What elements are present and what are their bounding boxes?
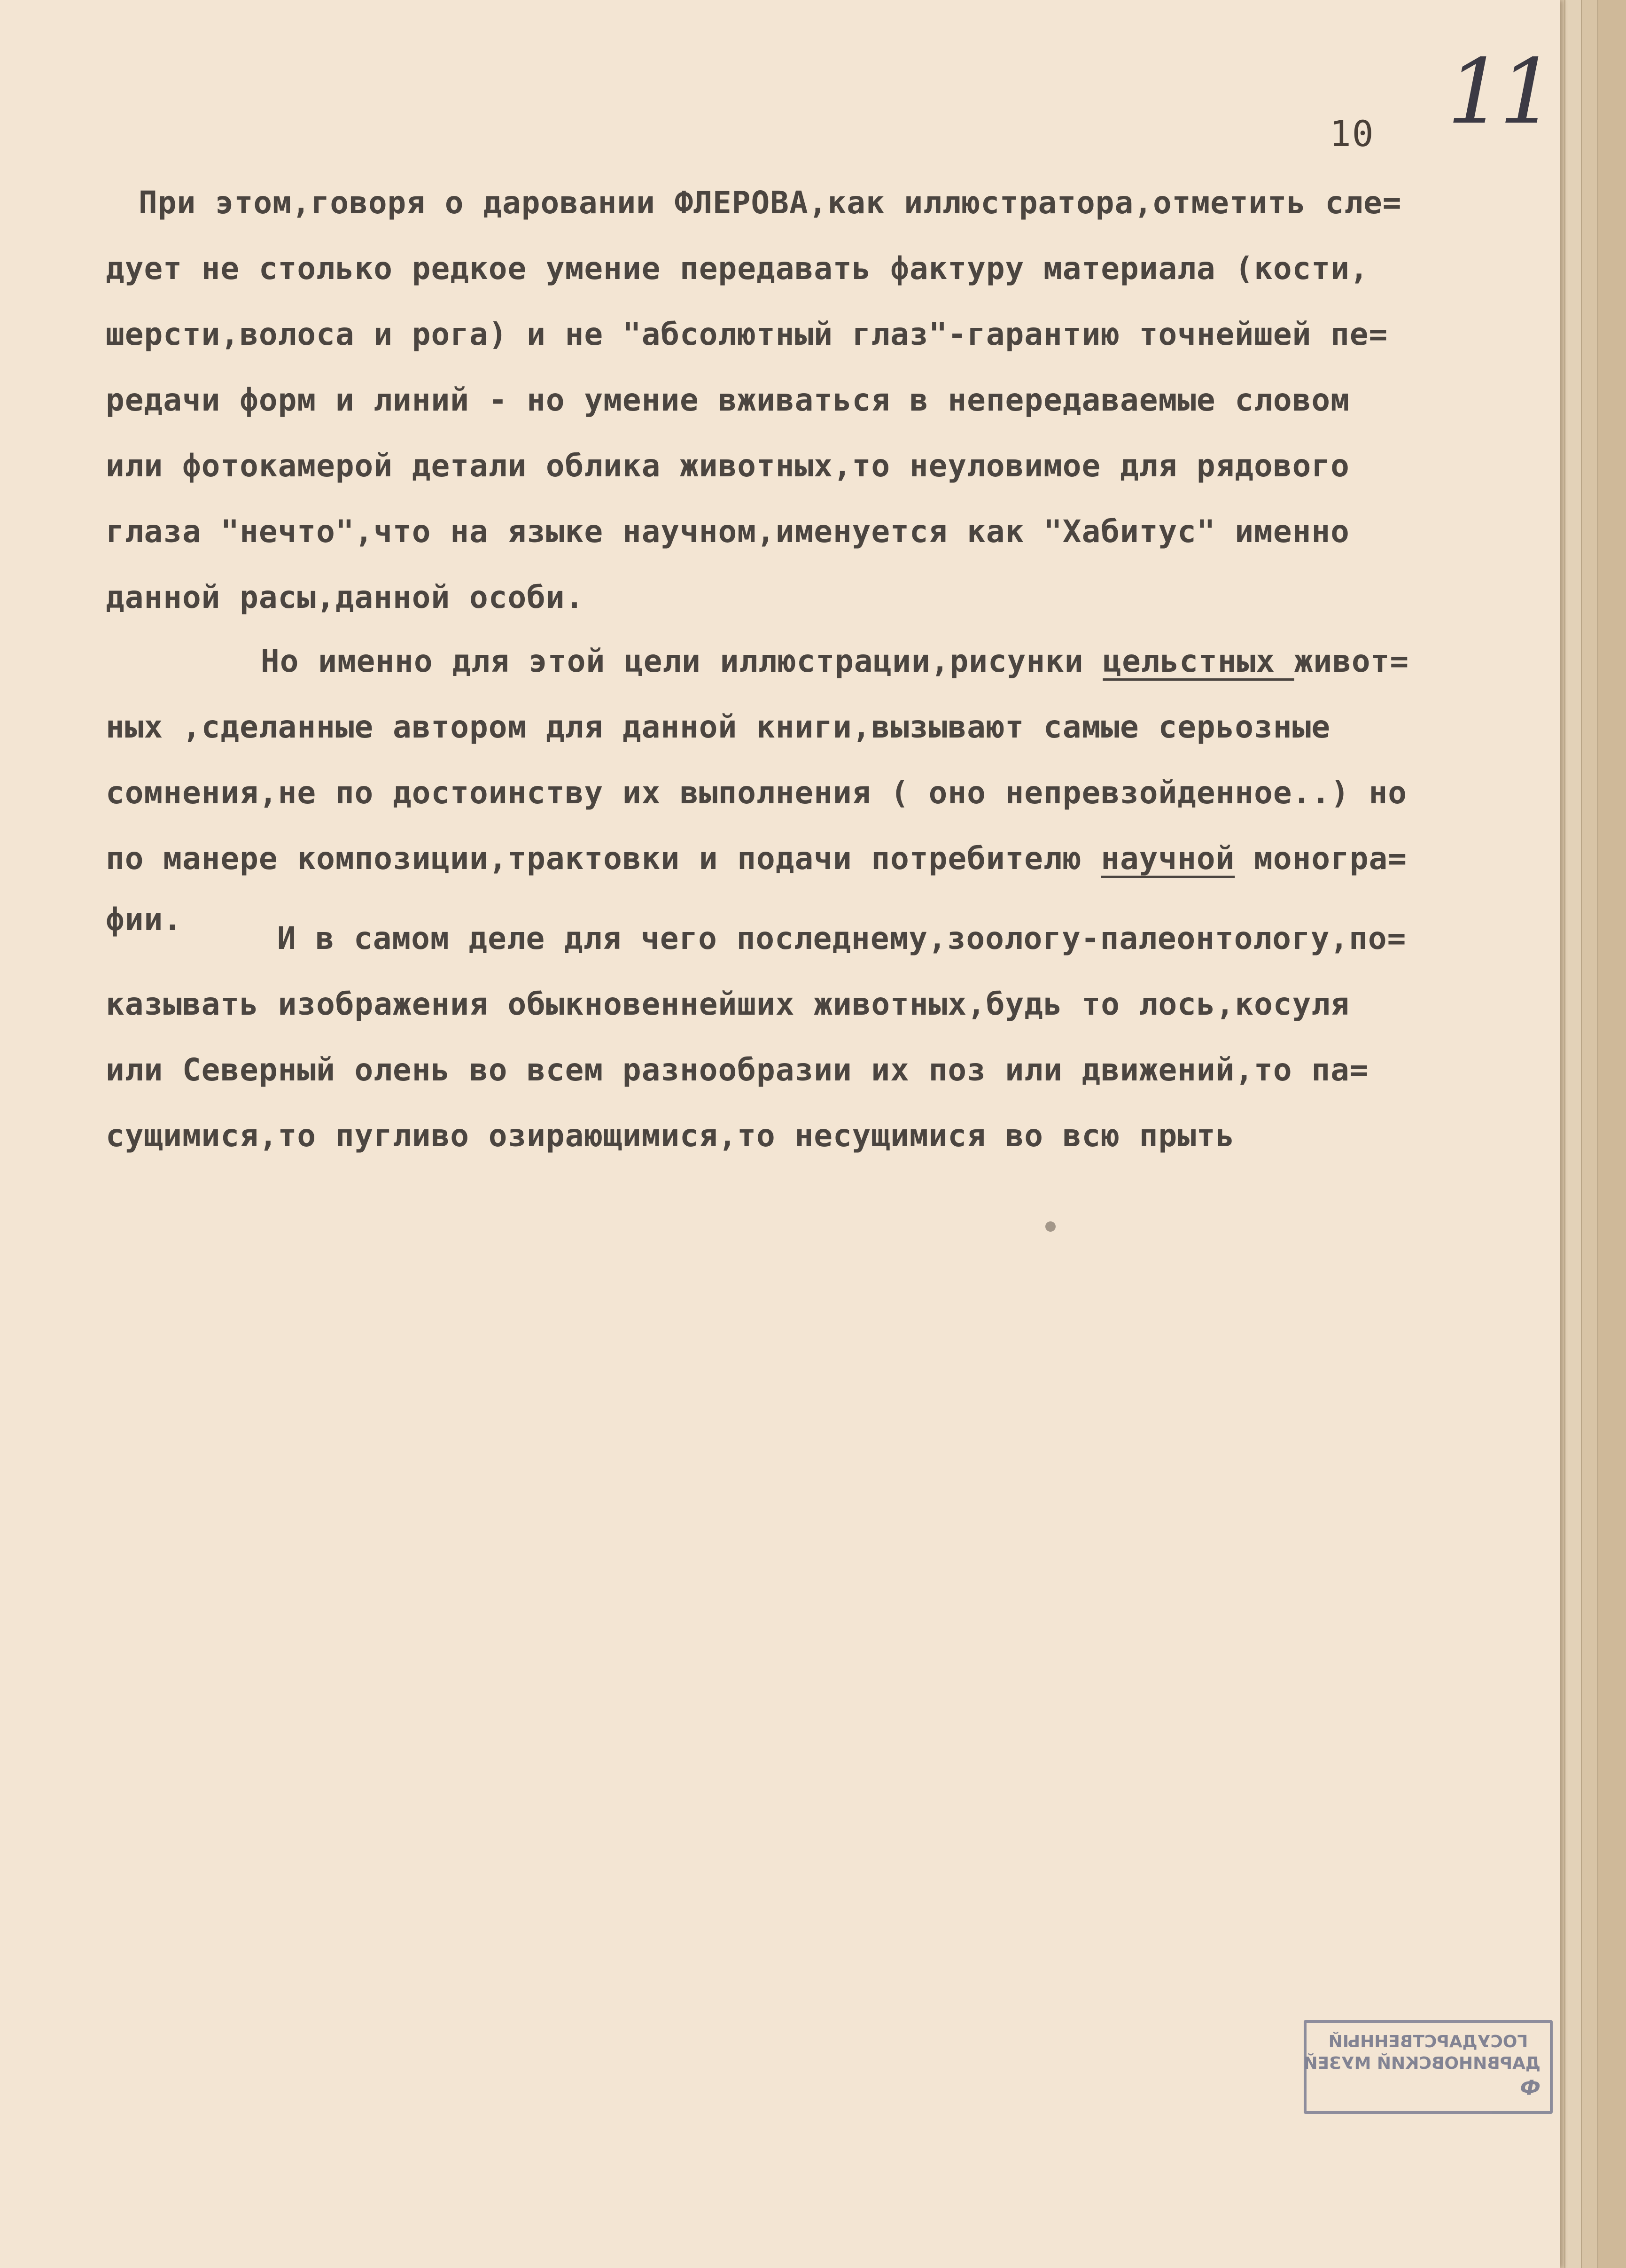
text-line: казывать изображения обыкновеннейших животных,будь то лось,косуля: [106, 986, 1350, 1022]
stamp-line: ГОСУДАРСТВЕННЫЙ: [1328, 2032, 1528, 2051]
text-line: дует не столько редкое умение передавать фактуру материала (кости,: [106, 250, 1369, 287]
text-line: данной расы,данной особи.: [106, 579, 584, 615]
underlined-word: цельстных: [1103, 643, 1294, 679]
text-line: шерсти,волоса и рога) и не "абсолютный глаз"-гарантию точнейшей пе=: [106, 316, 1388, 352]
text-segment: по манере композиции,трактовки и подачи потребителю: [106, 840, 1101, 877]
paper-edge: [1597, 0, 1626, 2268]
text-line: [106, 840, 1407, 878]
archive-stamp: [1304, 2020, 1553, 2114]
text-line: [261, 643, 1409, 680]
text-line: И в самом деле для чего последнему,зоологу-палеонтологу,по=: [277, 920, 1407, 956]
text-line: сущимися,то пугливо озирающимися,то несущимися во всю прыть: [106, 1118, 1235, 1154]
text-line: или фотокамерой детали облика животных,то неуловимое для рядового: [106, 448, 1350, 484]
text-segment: Но именно для этой цели иллюстрации,рисунки: [261, 643, 1103, 679]
ink-speck: [1045, 1221, 1056, 1232]
text-line: При этом,говоря о даровании ФЛЕРОВА,как иллюстратора,отметить сле=: [139, 185, 1402, 221]
text-line: или Северный олень во всем разнообразии их поз или движений,то па=: [106, 1052, 1369, 1088]
text-line: глаза "нечто",что на языке научном,именуется как "Хабитус" именно: [106, 513, 1350, 550]
text-line: ных ,сделанные автором для данной книги,вызывают самые серьозные: [106, 709, 1331, 745]
text-segment: моногра=: [1235, 840, 1408, 877]
handwritten-folio-number: 11: [1447, 40, 1551, 144]
text-line: редачи форм и линий - но умение вживаться в непередаваемые словом: [106, 382, 1350, 418]
stamp-line: ДАРВИНОВСКИЙ МУЗЕЙ: [1303, 2054, 1540, 2073]
text-segment: живот=: [1294, 643, 1409, 679]
text-line: сомнения,не по достоинству их выполнения ( оно непревзойденное..) но: [106, 775, 1408, 811]
text-line: фии.: [106, 901, 182, 938]
page-number: 10: [1330, 113, 1375, 155]
stamp-code: Ф: [1520, 2076, 1540, 2100]
underlined-word: научной: [1101, 840, 1235, 877]
